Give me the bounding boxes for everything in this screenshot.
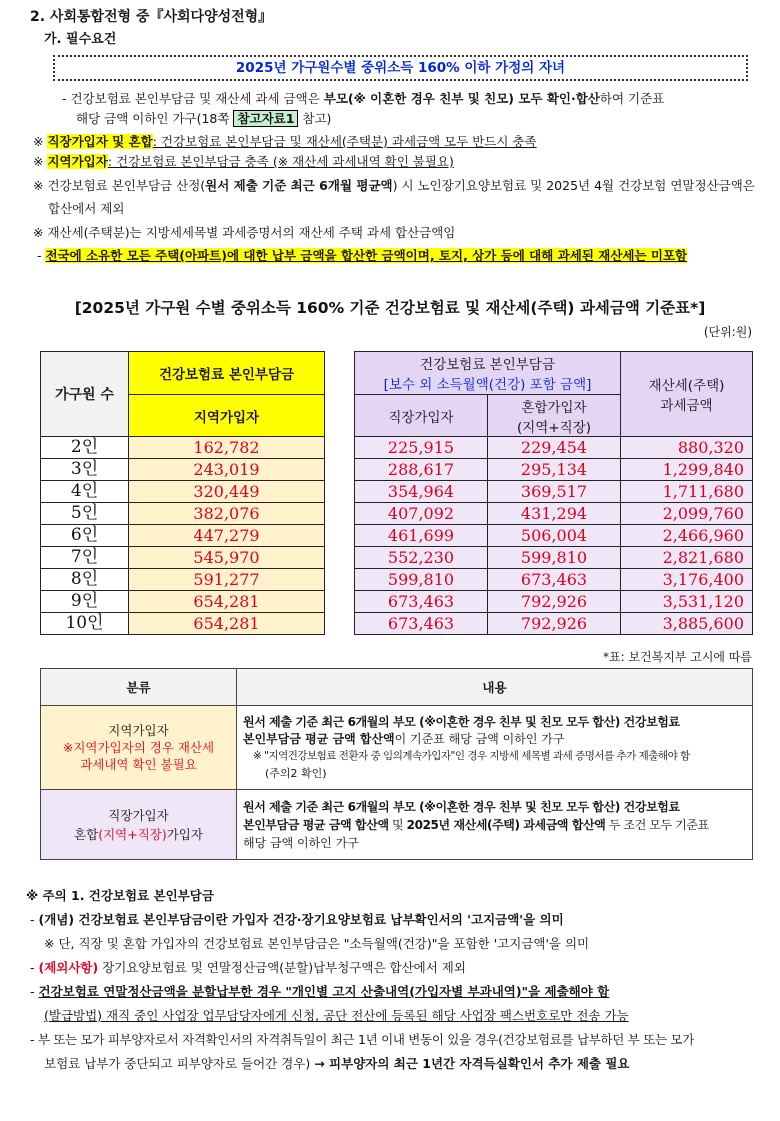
regional-amount: 654,281: [129, 591, 325, 613]
income-criteria-table: [40, 351, 753, 635]
property-amount: 3,176,400: [621, 569, 753, 591]
category-note: 과세내역 확인 불필요: [80, 757, 197, 772]
note-text: : 건강보험료 본인부담금 충족 (※ 재산세 과세내역 확인 불필요): [107, 154, 454, 169]
mixed-amount: 792,926: [488, 613, 621, 635]
classification-table: [40, 668, 753, 860]
workplace-amount: 407,092: [355, 503, 488, 525]
caution-bold: 건강보험료 연말정산금액을 분할납부한 경우 "개인별 고지 산출내역(가입자별 부과내역)"을 제출해야 함: [38, 984, 610, 999]
caution-title: ※ 주의 1. 건강보험료 본인부담금: [26, 888, 214, 903]
table-row: [41, 459, 753, 481]
caution-bold: (개념) 건강보험료 본인부담금이란 가입자 건강·장기요양보험료 납부확인서의 '고지금액'을 의미: [38, 912, 564, 927]
note-text: : 건강보험료 본인부담금 및 재산세(주택분) 과세금액 모두 반드시 충족: [152, 134, 537, 149]
household-size: 3인: [41, 459, 129, 481]
table-row: [41, 437, 753, 459]
property-amount: 3,531,120: [621, 591, 753, 613]
header-text: 과세금액: [660, 398, 713, 414]
header-text: 재산세(주택): [648, 378, 725, 394]
req-line-2: [76, 110, 331, 128]
regional-amount: 545,970: [129, 547, 325, 569]
mixed-amount: 506,004: [488, 525, 621, 547]
caution-mark: -: [30, 960, 39, 975]
regional-amount: 162,782: [129, 437, 325, 459]
content-note: (주의2 확인): [265, 766, 327, 780]
note-bold: 원서 제출 기준 최근 6개월 평균액: [205, 178, 393, 193]
table-row: [41, 503, 753, 525]
note-calc: [33, 177, 755, 195]
regional-amount: 382,076: [129, 503, 325, 525]
workplace-amount: 354,964: [355, 481, 488, 503]
note-regional: [33, 153, 454, 171]
category-title: 지역가입자: [108, 723, 169, 738]
category-text: 혼합: [74, 826, 99, 842]
regional-amount: 591,277: [129, 569, 325, 591]
regional-amount: 243,019: [129, 459, 325, 481]
note-mark: ※: [33, 134, 48, 149]
household-size: 10인: [41, 613, 129, 635]
workplace-amount: 225,915: [355, 437, 488, 459]
table-row: [41, 613, 753, 635]
note-text: ※ 건강보험료 본인부담금 산정(: [33, 178, 206, 193]
header-health-premium: 건강보험료 본인부담금: [129, 352, 325, 395]
req-text: - 건강보험료 본인부담금 및 재산세 과세 금액은: [62, 91, 324, 106]
category-note: ※지역가입자의 경우 재산세: [62, 740, 215, 755]
content-text: 원서 제출 기준 최근 6개월의 부모 (※이혼한 경우 친부 및 친모 모두 합산) 건강보험료: [243, 714, 680, 729]
note-property: ※ 재산세(주택분)는 지방세세목별 과세증명서의 재산세 주택 과세 합산금액임: [33, 225, 456, 240]
content-text: 및: [388, 817, 407, 832]
caution-line-5: (발급방법) 재직 중인 사업장 업무담당자에게 신청, 공단 전산에 등록된 해당 사업장 팩스번호로만 전송 가능: [44, 1008, 629, 1023]
regional-amount: 447,279: [129, 525, 325, 547]
header-health-premium-2: [355, 352, 621, 395]
req-text: 하여 기준표: [599, 91, 665, 106]
note-calc-2: 합산에서 제외: [48, 201, 125, 216]
property-amount: 2,821,680: [621, 547, 753, 569]
caution-line-2: ※ 단, 직장 및 혼합 가입자의 건강보험료 본인부담금은 "소득월액(건강)"을 포함한 '고지금액'을 의미: [44, 936, 590, 951]
category-highlight: (지역+직장): [98, 826, 167, 842]
header-content: 내용: [237, 669, 753, 706]
household-size: 2인: [41, 437, 129, 459]
unit-label: (단위:원): [703, 325, 752, 339]
note-bold: 직장가입자 및 혼합: [47, 134, 153, 149]
workplace-amount: 599,810: [355, 569, 488, 591]
property-amount: 880,320: [621, 437, 753, 459]
header-text: (지역+직장): [517, 419, 592, 436]
header-regional: 지역가입자: [129, 395, 325, 437]
regional-amount: 320,449: [129, 481, 325, 503]
table-row: [41, 481, 753, 503]
content-bold: 2025년 재산세(주택) 과세금액 합산액: [406, 817, 606, 832]
caution-mark: -: [30, 912, 39, 927]
workplace-amount: 673,463: [355, 613, 488, 635]
content-note: ※ "지역건강보험료 전환자 중 임의계속가입자"인 경우 지방세 세목별 과세 증명서를 추가 제출해야 함: [253, 749, 690, 762]
household-size: 8인: [41, 569, 129, 591]
caution-line-3: [30, 958, 466, 978]
requirement-subtitle: 가. 필수요건: [44, 32, 117, 47]
req-text: 해당 금액 이하인 가구(18쪽: [76, 111, 234, 126]
caution-text: 장기요양보험료 및 연말정산금액(분할)납부청구액은 합산에서 제외: [98, 960, 466, 975]
regional-amount: 654,281: [129, 613, 325, 635]
property-amount: 3,885,600: [621, 613, 753, 635]
household-size: 4인: [41, 481, 129, 503]
req-text: 참고): [298, 111, 332, 126]
caution-text: 보험료 납부가 중단되고 피부양자로 들어간 경우): [44, 1056, 315, 1071]
table-row: [41, 525, 753, 547]
header-household: 가구원 수: [41, 352, 129, 437]
header-text: 혼합가입자: [521, 399, 587, 416]
table-title: [2025년 가구원 수별 중위소득 160% 기준 건강보험료 및 재산세(주택) 과세금액 기준표*]: [74, 299, 706, 317]
header-workplace: 직장가입자: [355, 395, 488, 437]
caution-line-1: [30, 910, 564, 930]
mixed-amount: 792,926: [488, 591, 621, 613]
content-workplace-mixed: [237, 790, 753, 860]
table-gap: [325, 352, 355, 635]
workplace-amount: 288,617: [355, 459, 488, 481]
caution-line-7: [44, 1054, 630, 1074]
property-amount: 2,466,960: [621, 525, 753, 547]
caution-line-4: [30, 982, 609, 1002]
content-regional: [237, 706, 753, 790]
household-size: 6인: [41, 525, 129, 547]
caution-mark: -: [30, 984, 39, 999]
workplace-amount: 552,230: [355, 547, 488, 569]
mixed-amount: 673,463: [488, 569, 621, 591]
note-workplace: [33, 133, 537, 151]
caution-bold: → 피부양자의 최근 1년간 자격득실확인서 추가 제출 필요: [314, 1056, 630, 1071]
header-mixed: [488, 395, 621, 437]
note-property-2: [37, 247, 687, 265]
mixed-amount: 229,454: [488, 437, 621, 459]
income-banner: 2025년 가구원수별 중위소득 160% 이하 가정의 자녀: [53, 55, 748, 81]
header-category: 분류: [41, 669, 237, 706]
table-row: [41, 547, 753, 569]
content-text: 두 조건 모두 기준표: [605, 817, 709, 832]
header-text: 건강보험료 본인부담금: [420, 357, 555, 373]
category-workplace-mixed: [41, 790, 237, 860]
property-amount: 1,299,840: [621, 459, 753, 481]
mixed-amount: 431,294: [488, 503, 621, 525]
table-row: [41, 569, 753, 591]
section-title: 2. 사회통합전형 중『사회다양성전형』: [30, 9, 273, 25]
reference-box: 참고자료1: [233, 110, 298, 127]
req-bold: 부모(※ 이혼한 경우 친부 및 친모) 모두 확인·합산: [323, 91, 600, 106]
content-bold: 본인부담금 평균 금액 합산액: [243, 731, 395, 746]
mixed-amount: 369,517: [488, 481, 621, 503]
content-bold: 본인부담금 평균 금액 합산액: [243, 817, 389, 832]
property-amount: 2,099,760: [621, 503, 753, 525]
table-row: [41, 591, 753, 613]
category-regional: [41, 706, 237, 790]
note-text: ) 시 노인장기요양보험료 및 2025년 4월 건강보험 연말정산금액은: [392, 178, 755, 193]
note-bold: 전국에 소유한 모든 주택(아파트)에 대한 납부 금액을 합산한 금액이며, 토지, 상가 등에 대해 과세된 재산세는 미포함: [45, 248, 688, 263]
note-mark: ※: [33, 154, 48, 169]
header-property: [621, 352, 753, 437]
mixed-amount: 295,134: [488, 459, 621, 481]
content-text: 원서 제출 기준 최근 6개월의 부모 (※이혼한 경우 친부 및 친모 모두 합산) 건강보험료: [243, 799, 680, 814]
category-title: 직장가입자: [108, 807, 169, 823]
caution-line-6: - 부 또는 모가 피부양자로서 자격확인서의 자격취득일이 최근 1년 이내 변동이 있을 경우(건강보험료를 납부하던 부 또는 모가: [30, 1032, 694, 1047]
note-bold: 지역가입자: [47, 154, 108, 169]
household-size: 9인: [41, 591, 129, 613]
req-line-1: [62, 90, 664, 108]
mixed-amount: 599,810: [488, 547, 621, 569]
category-text: 가입자: [166, 826, 203, 842]
header-subtext: [보수 외 소득월액(건강) 포함 금액]: [383, 377, 592, 393]
property-amount: 1,711,680: [621, 481, 753, 503]
table-source-note: *표: 보건복지부 고시에 따름: [603, 650, 752, 664]
household-size: 7인: [41, 547, 129, 569]
workplace-amount: 673,463: [355, 591, 488, 613]
category-title: [42, 825, 235, 844]
household-size: 5인: [41, 503, 129, 525]
content-text: 해당 금액 이하인 가구: [243, 835, 359, 850]
caution-red: (제외사항): [38, 960, 99, 975]
workplace-amount: 461,699: [355, 525, 488, 547]
note-mark: -: [37, 248, 46, 263]
content-text: 이 기준표 해당 금액 이하인 가구: [394, 731, 565, 746]
